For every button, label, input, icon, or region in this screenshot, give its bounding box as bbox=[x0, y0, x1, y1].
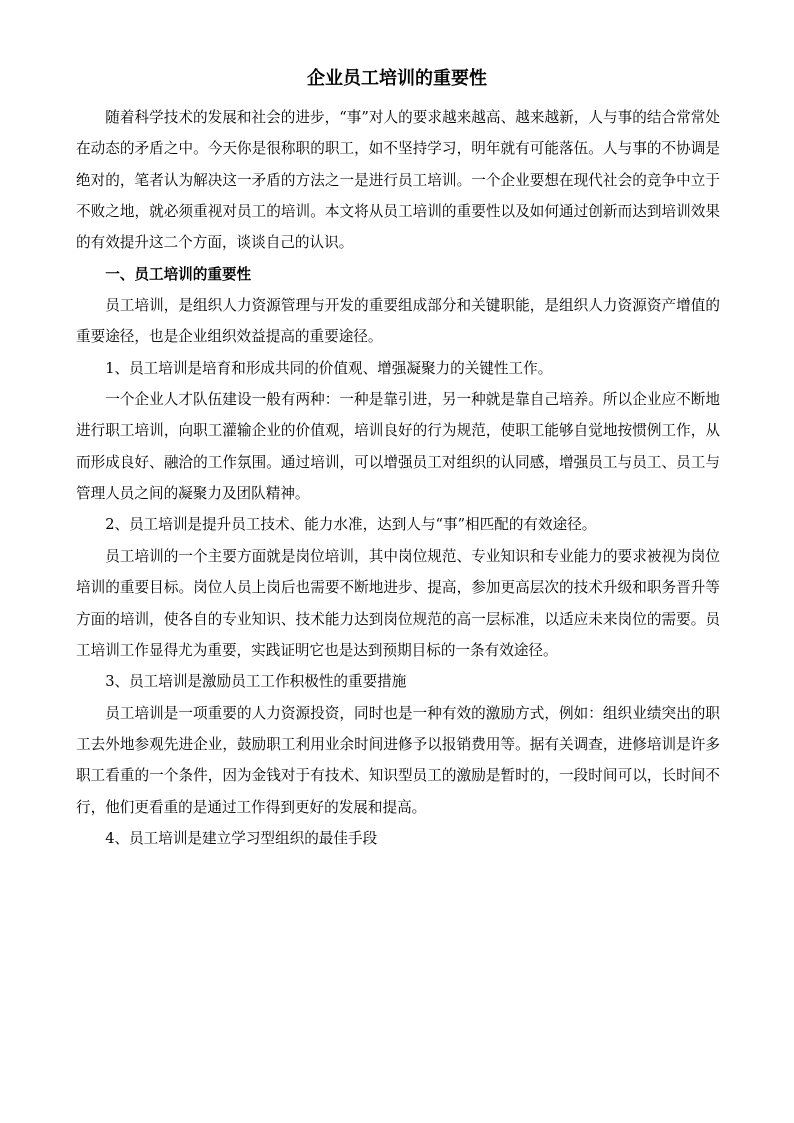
body-paragraph: 员工培训的一个主要方面就是岗位培训，其中岗位规范、专业知识和专业能力的要求被视为岗位培训的重要目标。岗位人员上岗后也需要不断地进步、提高，参加更高层次的技术升级和职务晋升等方面的培训，使各自的专业知识、技术能力达到岗位规范的高一层标准，以适应未来岗位的需要。员工培训工作显得尤为重要，实践证明它也是达到预期目标的一条有效途径。 bbox=[76, 547, 720, 659]
body-paragraph: 1、员工培训是培育和形成共同的价值观、增强凝聚力的关键性工作。 bbox=[105, 359, 553, 377]
body-paragraph: 一个企业人才队伍建设一般有两种：一种是靠引进，另一种就是靠自己培养。所以企业应不断地进行职工培训，向职工灌输企业的价值观，培训良好的行为规范，使职工能够自觉地按惯例工作，从而形成良好、融洽的工作氛围。通过培训，可以增强员工对组织的认同感，增强员工与员工、员工与管理人员之间的凝聚力及团队精神。 bbox=[76, 391, 720, 503]
body-paragraph: 4、员工培训是建立学习型组织的最佳手段 bbox=[105, 829, 378, 847]
body-paragraph: 随着科学技术的发展和社会的进步，“事”对人的要求越来越高、越来越新，人与事的结合常常处在动态的矛盾之中。今天你是很称职的职工，如不坚持学习，明年就有可能落伍。人与事的不协调是绝对的，笔者认为解决这一矛盾的方法之一是进行员工培训。一个企业要想在现代社会的竞争中立于不败之地，就必须重视对员工的培训。本文将从员工培训的重要性以及如何通过创新而达到培训效果的有效提升这二个方面，谈谈自己的认识。 bbox=[76, 109, 720, 252]
body-paragraph: 3、员工培训是激励员工工作积极性的重要措施 bbox=[105, 673, 407, 691]
body-paragraph: 2、员工培训是提升员工技术、能力水准，达到人与“事”相匹配的有效途径。 bbox=[105, 516, 597, 534]
section-heading: 一、员工培训的重要性 bbox=[105, 265, 252, 283]
body-paragraph: 员工培训是一项重要的人力资源投资，同时也是一种有效的激励方式，例如：组织业绩突出的职工去外地参观先进企业，鼓励职工利用业余时间进修予以报销费用等。据有关调查，进修培训是许多职工看重的一个条件，因为金钱对于有技术、知识型员工的激励是暂时的，一段时间可以，长时间不行，他们更看重的是通过工作得到更好的发展和提高。 bbox=[76, 704, 720, 816]
document-body bbox=[76, 102, 720, 854]
document-title: 企业员工培训的重要性 bbox=[307, 68, 487, 89]
body-paragraph: 员工培训，是组织人力资源管理与开发的重要组成部分和关键职能，是组织人力资源资产增值的重要途径，也是企业组织效益提高的重要途径。 bbox=[76, 297, 720, 346]
